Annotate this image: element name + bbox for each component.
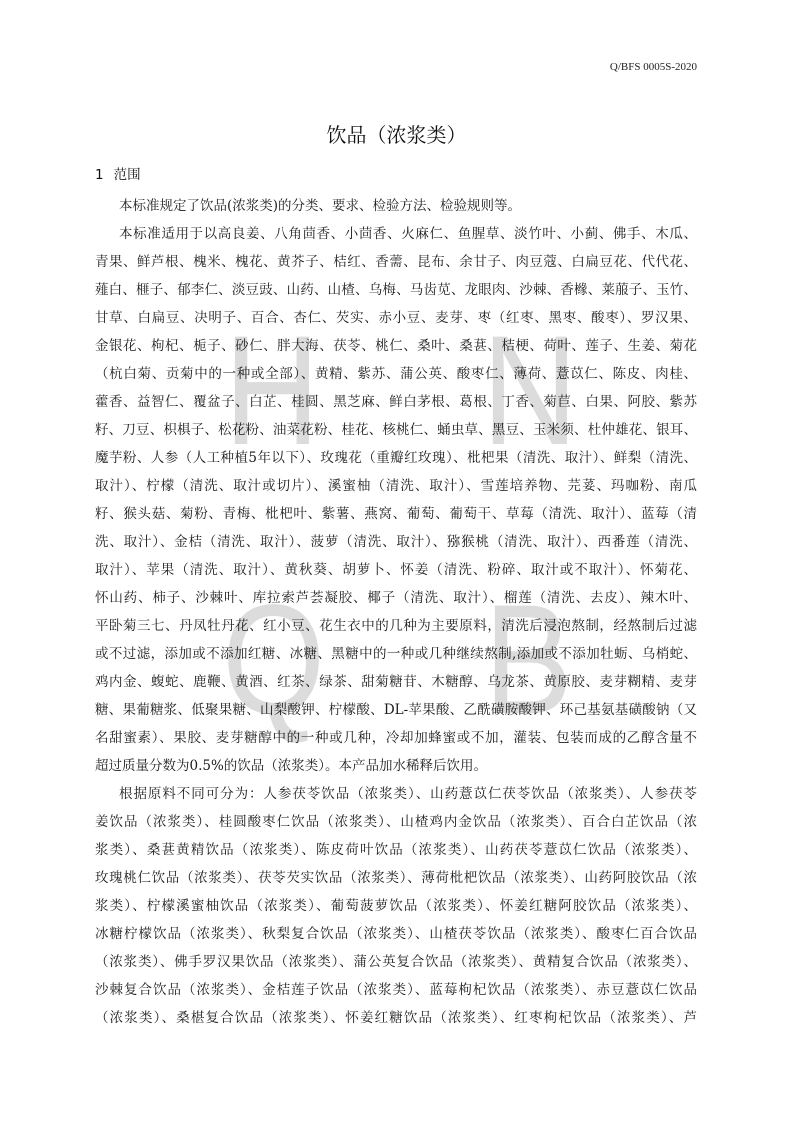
text-line: 金银花、枸杞、栀子、砂仁、胖大海、茯苓、桃仁、桑叶、桑葚、桔梗、荷叶、莲子、生姜、菊花 <box>95 338 697 354</box>
text-line: 薤白、榧子、郁李仁、淡豆豉、山药、山楂、乌梅、马齿苋、龙眼肉、沙棘、香橼、莱菔子、玉竹、 <box>95 282 697 298</box>
text-line: 洗、取汁）、金桔（清洗、取汁）、菠萝（清洗、取汁）、猕猴桃（清洗、取汁）、西番莲（清洗、 <box>95 534 697 550</box>
text-line: 浆类）、桑葚黄精饮品（浓浆类）、陈皮荷叶饮品（浓浆类）、山药茯苓薏苡仁饮品（浓浆类）、 <box>95 842 697 858</box>
text-line: 浆类）、柠檬溪蜜柚饮品（浓浆类）、葡萄菠萝饮品（浓浆类）、怀姜红糖阿胶饮品（浓浆类）、 <box>95 898 697 914</box>
text-line: 怀山药、柿子、沙棘叶、库拉索芦荟凝胶、椰子（清洗、取汁）、榴莲（清洗、去皮）、辣木叶、 <box>95 590 697 606</box>
text-line: 玫瑰桃仁饮品（浓浆类）、茯苓芡实饮品（浓浆类）、薄荷枇杷饮品（浓浆类）、山药阿胶饮品（浓 <box>95 870 697 886</box>
text-line: 鸡内金、蝮蛇、鹿鞭、黄酒、红茶、绿茶、甜菊糖苷、木糖醇、乌龙茶、黄原胶、麦芽糊精、麦芽 <box>95 674 697 690</box>
body-text <box>95 192 697 1032</box>
section-number: 1 <box>95 167 104 183</box>
text-line: 沙棘复合饮品（浓浆类）、金桔莲子饮品（浓浆类）、蓝莓枸杞饮品（浓浆类）、赤豆薏苡仁饮品 <box>95 982 697 998</box>
text-line: （杭白菊、贡菊中的一种或全部）、黄精、紫苏、蒲公英、酸枣仁、薄荷、薏苡仁、陈皮、肉桂、 <box>95 366 697 382</box>
document-title: 饮品（浓浆类） <box>326 123 467 147</box>
text-line: 取汁）、苹果（清洗、取汁）、黄秋葵、胡萝卜、怀姜（清洗、粉碎、取汁或不取汁）、怀菊花、 <box>95 562 697 578</box>
text-line: 甘草、白扁豆、决明子、百合、杏仁、芡实、赤小豆、麦芽、枣（红枣、黑枣、酸枣）、罗汉果、 <box>95 310 697 326</box>
text-line: 青果、鲜芦根、槐米、槐花、黄芥子、桔红、香薷、昆布、余甘子、肉豆蔻、白扁豆花、代代花、 <box>95 254 697 270</box>
text-line: 本标准适用于以高良姜、八角茴香、小茴香、火麻仁、鱼腥草、淡竹叶、小蓟、佛手、木瓜、 <box>119 226 697 242</box>
watermark-letter: B <box>484 573 573 747</box>
text-line: 魔芋粉、人参（人工种植5年以下）、玫瑰花（重瓣红玫瑰）、枇杷果（清洗、取汁）、鲜梨（清洗、 <box>95 450 697 466</box>
text-line: 籽、刀豆、枳椇子、松花粉、油菜花粉、桂花、核桃仁、蛹虫草、黑豆、玉米须、杜仲雄花、银耳、 <box>95 422 697 438</box>
watermark-letter: Q <box>222 573 326 747</box>
text-line: （浓浆类）、桑椹复合饮品（浓浆类）、怀姜红糖饮品（浓浆类）、红枣枸杞饮品（浓浆类）、芦 <box>95 1010 697 1026</box>
text-line: 或不过滤，添加或不添加红糖、冰糖、黑糖中的一种或几种继续熬制,添加或不添加牡蛎、乌梢蛇、 <box>95 646 697 662</box>
text-line: 冰糖柠檬饮品（浓浆类）、秋梨复合饮品（浓浆类）、山楂茯苓饮品（浓浆类）、酸枣仁百合饮品 <box>95 926 697 942</box>
text-line: 姜饮品（浓浆类）、桂圆酸枣仁饮品（浓浆类）、山楂鸡内金饮品（浓浆类）、百合白芷饮品（浓 <box>95 814 697 830</box>
text-line: （浓浆类）、佛手罗汉果饮品（浓浆类）、蒲公英复合饮品（浓浆类）、黄精复合饮品（浓浆类）、 <box>95 954 697 970</box>
watermark-letter: N <box>482 304 578 478</box>
paragraph-applicability <box>95 220 697 780</box>
text-line: 根据原料不同可分为：人参茯苓饮品（浓浆类）、山药薏苡仁茯苓饮品（浓浆类）、人参茯苓 <box>119 786 697 802</box>
text-line: 本标准规定了饮品(浓浆类)的分类、要求、检验方法、检验规则等。 <box>119 198 522 214</box>
text-line: 藿香、益智仁、覆盆子、白芷、桂圆、黑芝麻、鲜白茅根、葛根、丁香、菊苣、白果、阿胶、紫苏 <box>95 394 697 410</box>
text-line: 糖、果葡糖浆、低聚果糖、山梨酸钾、柠檬酸、DL-苹果酸、乙酰磺胺酸钾、环己基氨基磺酸钠（又 <box>95 702 697 718</box>
text-line: 名甜蜜素）、果胶、麦芽糖醇中的一种或几种，冷却加蜂蜜或不加，灌装、包装而成的乙醇含量不 <box>95 730 697 746</box>
text-line: 籽、猴头菇、菊粉、青梅、枇杷叶、紫薯、燕窝、葡萄、葡萄干、草莓（清洗、取汁）、蓝莓（清 <box>95 506 697 522</box>
paragraph-scope-statement <box>95 192 697 220</box>
standard-code: Q/BFS 0005S-2020 <box>609 61 697 73</box>
text-line: 超过质量分数为0.5%的饮品（浓浆类）。本产品加水稀释后饮用。 <box>95 758 488 774</box>
section-heading <box>95 161 141 189</box>
paragraph-classification <box>95 780 697 1032</box>
section-title: 范围 <box>113 167 141 183</box>
text-line: 平卧菊三七、丹凤牡丹花、红小豆、花生衣中的几种为主要原料，清洗后浸泡熬制，经熬制后过滤 <box>95 618 697 634</box>
text-line: 取汁）、柠檬（清洗、取汁或切片）、溪蜜柚（清洗、取汁）、雪莲培养物、芫荽、玛咖粉、南瓜 <box>95 478 697 494</box>
watermark-letter: H <box>224 304 320 478</box>
